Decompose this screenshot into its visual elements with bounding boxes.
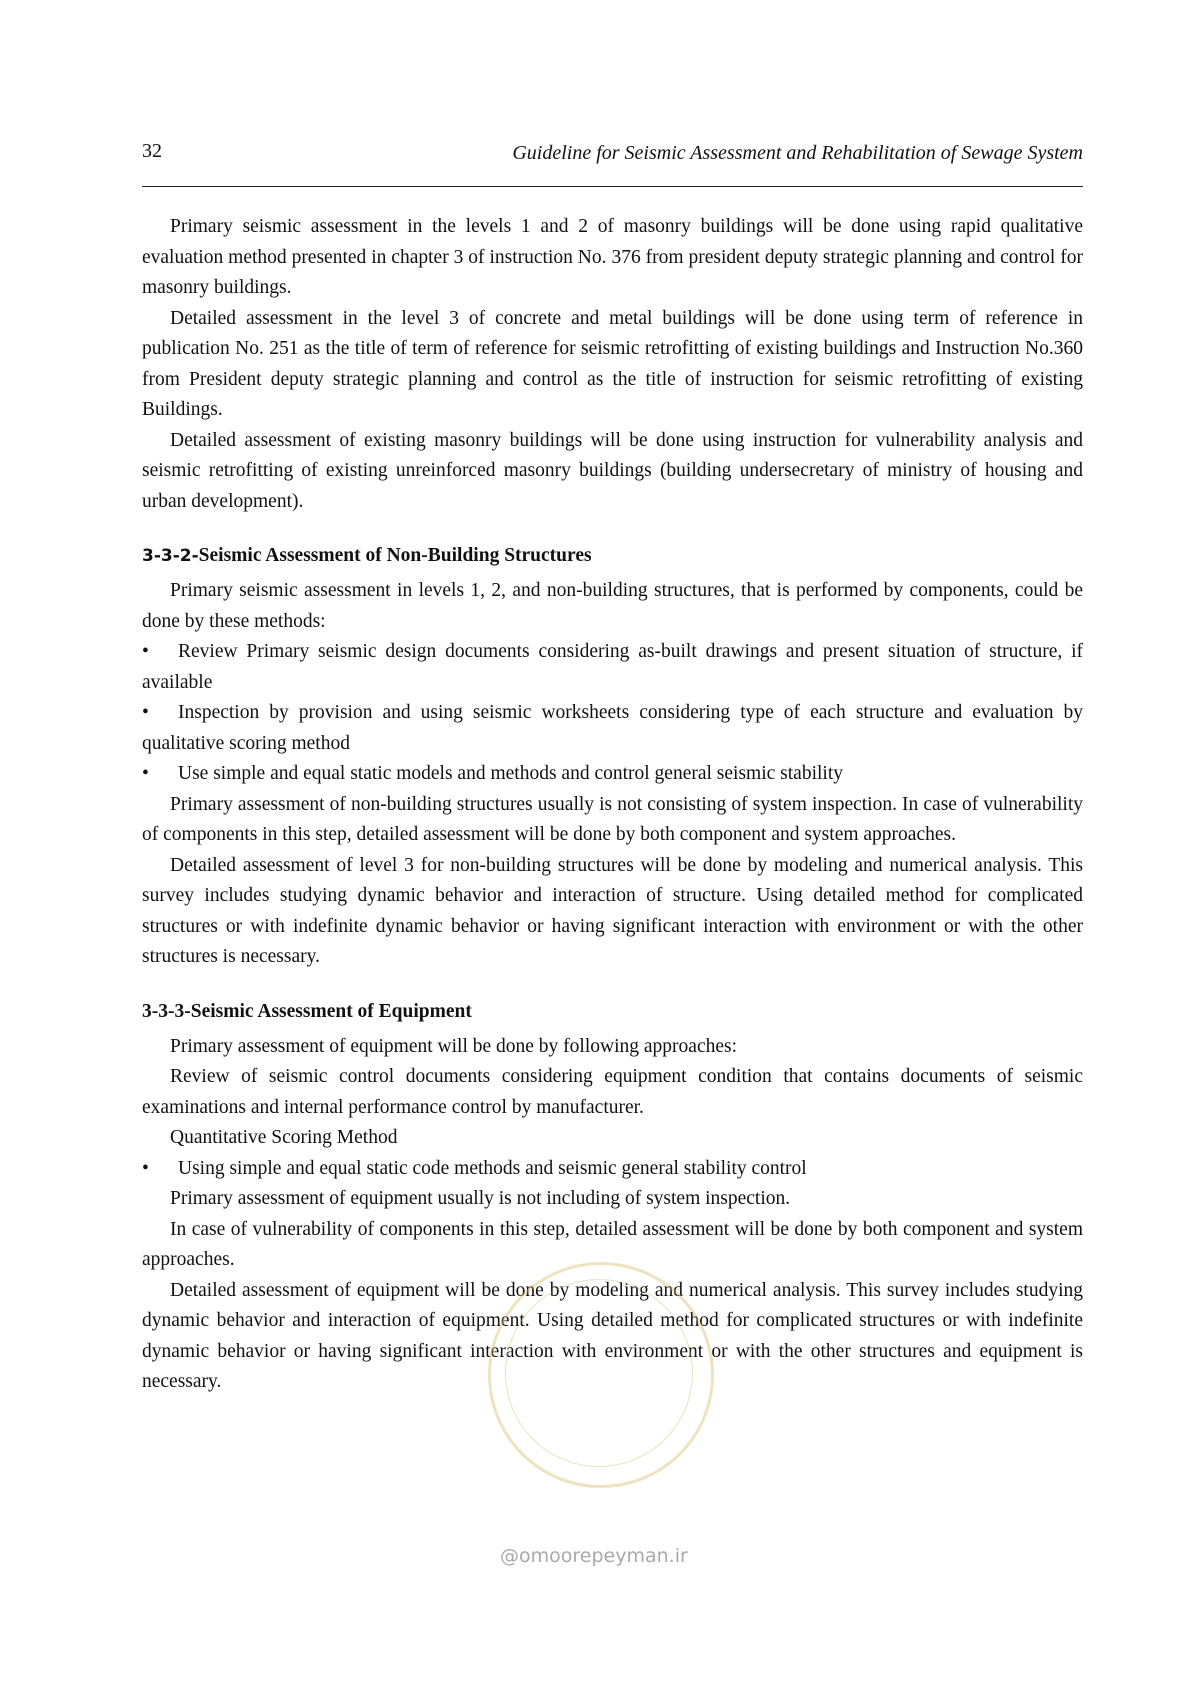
bullet-icon: •	[142, 763, 149, 784]
page-body	[142, 212, 1083, 1398]
paragraph: Detailed assessment of equipment will be done by modeling and numerical analysis. This survey includes studying dynamic behavior and interaction of equipment. Using detailed method for complicated structures or with indefinite dynamic behavior or having significant interaction with environment or with the other structures and equipment is necessary.	[142, 1279, 1083, 1392]
bullet-text: Using simple and equal static code methods and seismic general stability control	[178, 1157, 807, 1179]
section-title: Seismic Assessment of Non-Building Structures	[198, 545, 592, 566]
paragraph: Detailed assessment of existing masonry buildings will be done using instruction for vulnerability analysis and seismic retrofitting of existing unreinforced masonry buildings (building undersecretary of ministry of housing and urban development).	[142, 429, 1083, 512]
paragraph: Detailed assessment of level 3 for non-building structures will be done by modeling and numerical analysis. This survey includes studying dynamic behavior and interaction of structure. Using detailed method for complicated structures or with indefinite dynamic behavior or having significant interaction with environment or with the other structures is necessary.	[142, 854, 1083, 967]
paragraph: Review of seismic control documents considering equipment condition that contains documents of seismic examinations and internal performance control by manufacturer.	[142, 1066, 1083, 1118]
bullet-text: Review Primary seismic design documents considering as-built drawings and present situation of structure, if available	[142, 641, 1083, 693]
section-number: 3-3-2-	[142, 546, 199, 566]
bullet-item	[142, 637, 1083, 698]
page-number: 32	[142, 140, 162, 162]
bullet-text: Use simple and equal static models and methods and control general seismic stability	[178, 763, 844, 784]
bullet-item	[142, 698, 1083, 759]
paragraph: Primary seismic assessment in the levels 1 and 2 of masonry buildings will be done using rapid qualitative evaluation method presented in chapter 3 of instruction No. 376 from president deputy strategic planning and control for masonry buildings.	[142, 216, 1083, 298]
bullet-icon: •	[142, 641, 149, 662]
watermark-credit: @omoorepeyman.ir	[500, 1545, 688, 1567]
bullet-item	[142, 1154, 1083, 1185]
section-title: Seismic Assessment of Equipment	[190, 1000, 472, 1022]
section-heading-3-3-2	[142, 541, 1083, 571]
paragraph: Primary assessment of non-building structures usually is not consisting of system inspection. In case of vulnerability of components in this step, detailed assessment will be done by both component and system approaches.	[142, 793, 1083, 845]
bullet-icon: •	[142, 1157, 149, 1179]
bullet-item	[142, 759, 1083, 790]
paragraph: Primary assessment of equipment usually is not including of system inspection.	[170, 1188, 791, 1209]
paragraph: Primary assessment of equipment will be done by following approaches:	[170, 1035, 738, 1057]
paragraph: Detailed assessment in the level 3 of concrete and metal buildings will be done using term of reference in publication No. 251 as the title of term of reference for seismic retrofitting of existing buildings and Instruction No.360 from President deputy strategic planning and control as the title of instruction for seismic retrofitting of existing Buildings.	[142, 307, 1083, 420]
header-rule	[142, 186, 1083, 187]
paragraph: Primary seismic assessment in levels 1, 2, and non-building structures, that is performed by components, could be done by these methods:	[142, 580, 1083, 632]
running-title: Guideline for Seismic Assessment and Rehabilitation of Sewage System	[512, 142, 1083, 164]
paragraph: In case of vulnerability of components in this step, detailed assessment will be done by both component and system approaches.	[142, 1218, 1083, 1270]
section-heading-3-3-3	[142, 997, 1083, 1027]
bullet-icon: •	[142, 702, 149, 723]
bullet-text: Inspection by provision and using seismic worksheets considering type of each structure and evaluation by qualitative scoring method	[142, 702, 1083, 754]
watermark-seal-ring	[505, 1279, 693, 1467]
section-number: 3-3-3-	[142, 1000, 191, 1022]
paragraph: Quantitative Scoring Method	[170, 1127, 398, 1148]
